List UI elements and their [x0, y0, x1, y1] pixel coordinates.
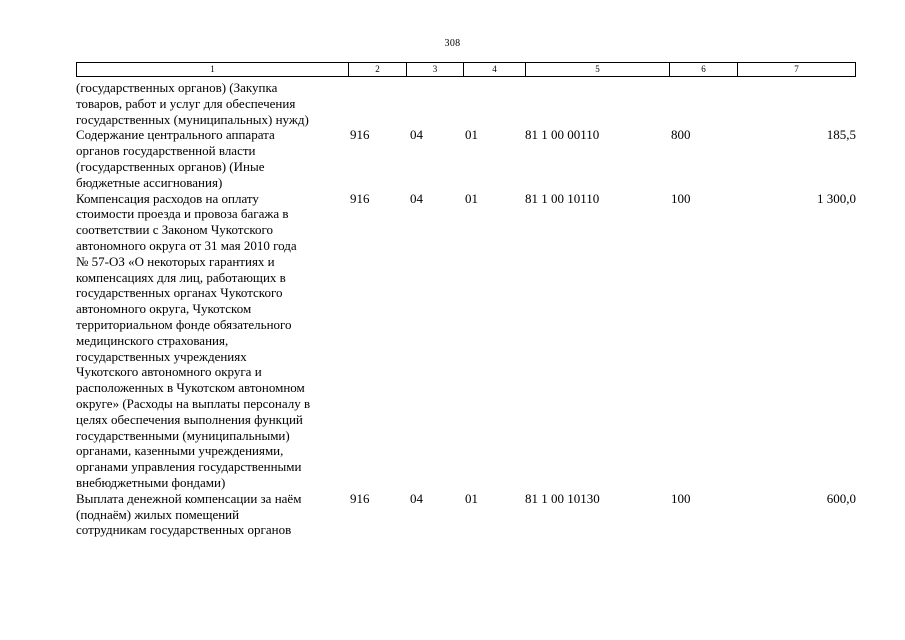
row-description [76, 491, 352, 538]
subsection-code: 01 [465, 127, 478, 143]
description-line: органами управления государственными [76, 459, 302, 475]
description-line: автономного округа от 31 мая 2010 года [76, 237, 297, 253]
target-article-code: 81 1 00 00110 [525, 127, 600, 143]
header-col-2: 2 [349, 63, 407, 76]
description-line: Выплата денежной компенсации за наём [76, 490, 302, 506]
row-description [76, 80, 352, 127]
row-description [76, 127, 352, 190]
description-line: органов государственной власти [76, 143, 256, 159]
description-line: стоимости проезда и провоза багажа в [76, 206, 289, 222]
header-col-5: 5 [526, 63, 670, 76]
description-line: целях обеспечения выполнения функций [76, 411, 303, 427]
table-row [76, 80, 856, 127]
description-line: государственных (муниципальных) нужд) [76, 111, 309, 127]
ministry-code: 916 [350, 190, 370, 206]
section-code: 04 [410, 490, 423, 506]
section-code: 04 [410, 127, 423, 143]
target-article-code: 81 1 00 10110 [525, 190, 600, 206]
ministry-code: 916 [350, 490, 370, 506]
description-line: государственными (муниципальными) [76, 427, 290, 443]
description-line: расположенных в Чукотском автономном [76, 380, 305, 396]
table-row [76, 127, 856, 190]
description-line: органами, казенными учреждениями, [76, 443, 284, 459]
header-col-7: 7 [794, 64, 799, 74]
header-col-3: 3 [407, 63, 464, 76]
amount: 1 300,0 [817, 190, 856, 206]
table-header [76, 62, 856, 77]
description-line: округе» (Расходы на выплаты персоналу в [76, 395, 311, 411]
description-line: медицинского страхования, [76, 332, 229, 348]
description-line: сотрудникам государственных органов [76, 522, 292, 538]
description-line: товаров, работ и услуг для обеспечения [76, 95, 296, 111]
description-line: № 57-ОЗ «О некоторых гарантиях и [76, 253, 275, 269]
description-line: бюджетные ассигнования) [76, 174, 223, 190]
table-row [76, 491, 856, 538]
amount: 600,0 [826, 490, 856, 506]
description-line: (государственных органов) (Закупка [76, 80, 278, 95]
row-description [76, 191, 352, 491]
description-line: государственных органах Чукотского [76, 285, 283, 301]
header-col-4: 4 [464, 63, 526, 76]
description-line: Чукотского автономного округа и [76, 364, 262, 380]
description-line: соответствии с Законом Чукотского [76, 222, 274, 238]
description-line: автономного округа, Чукотском [76, 301, 252, 317]
table-body [76, 80, 856, 538]
header-col-6: 6 [670, 63, 738, 76]
expense-type-code: 800 [671, 127, 691, 143]
subsection-code: 01 [465, 190, 478, 206]
description-line: Компенсация расходов на оплату [76, 190, 259, 206]
description-line: (поднаём) жилых помещений [76, 506, 240, 522]
amount: 185,5 [826, 127, 856, 143]
expense-type-code: 100 [671, 190, 691, 206]
description-line: территориальном фонде обязательного [76, 316, 292, 332]
page-number: 308 [444, 38, 461, 49]
header-col-1: 1 [77, 63, 349, 76]
ministry-code: 916 [350, 127, 370, 143]
target-article-code: 81 1 00 10130 [525, 490, 600, 506]
description-line: государственных учреждениях [76, 348, 247, 364]
description-line: внебюджетными фондами) [76, 474, 226, 490]
section-code: 04 [410, 190, 423, 206]
table-row [76, 191, 856, 491]
subsection-code: 01 [465, 490, 478, 506]
description-line: компенсациях для лиц, работающих в [76, 269, 286, 285]
description-line: Содержание центрального аппарата [76, 127, 275, 143]
expense-type-code: 100 [671, 490, 691, 506]
description-line: (государственных органов) (Иные [76, 158, 265, 174]
